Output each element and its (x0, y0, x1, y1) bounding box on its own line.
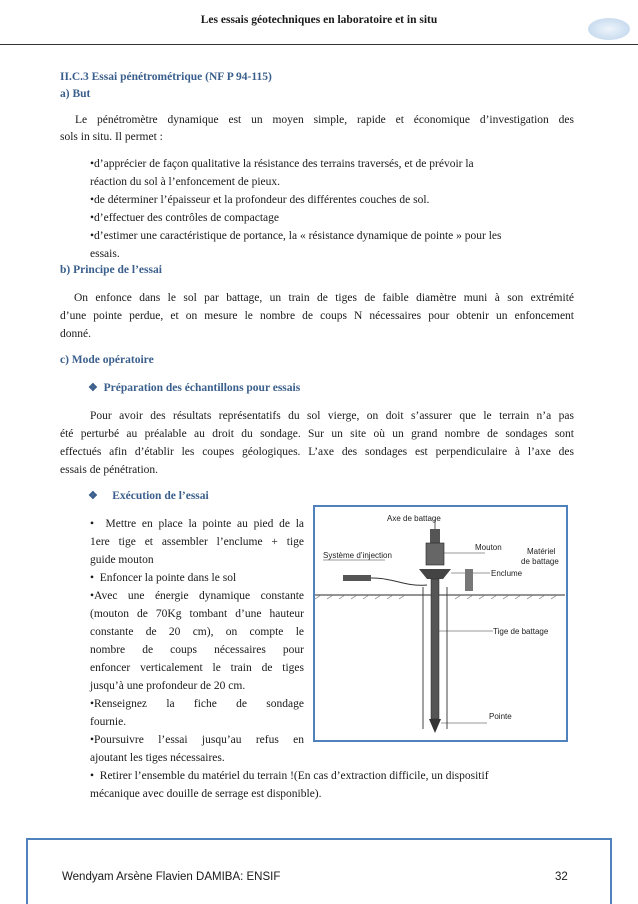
c1-paragraph-line4: essais de pénétration. (60, 464, 159, 476)
c2-bullet-2: • Enfoncer la pointe dans le sol (90, 572, 237, 584)
frame-post (465, 569, 473, 591)
c2-bullet-5-line1: Poursuivre l’essai jusqu’au refus en (94, 734, 304, 746)
c2-bullet-1-line2: 1ere tige et assembler l’enclume + tige (90, 536, 304, 548)
diamond-bullet-icon: ❖ (88, 490, 98, 502)
driving-rod (431, 579, 439, 719)
injection-hose (371, 578, 427, 585)
a-paragraph-line2: sols in situ. Il permet : (60, 131, 163, 143)
penetrometer-figure (313, 505, 568, 742)
c2-bullet-3-line6: jusqu’à une profondeur de 20 cm. (90, 680, 246, 692)
c2-bullet-1: • Mettre en place la pointe au pied de la (90, 518, 304, 530)
c2-bullet-4: •Renseignez la fiche de sondage (90, 698, 304, 710)
a-bullet-4-line2: essais. (90, 248, 120, 260)
cone-point (429, 719, 441, 733)
c2-heading (88, 488, 209, 506)
c2-title: Exécution de l’essai (112, 490, 209, 502)
hammer (426, 543, 444, 565)
subsection-c-title: c) Mode opératoire (60, 354, 154, 366)
c1-paragraph-line1: Pour avoir des résultats représentatifs du sol vierge, on doit s’assurer que le terrain n’a pas (90, 410, 574, 422)
b-paragraph-line3: donné. (60, 328, 91, 340)
footer-author: Wendyam Arsène Flavien DAMIBA: ENSIF (62, 871, 281, 883)
c2-bullet-1-line3: guide mouton (90, 554, 154, 566)
c2-bullet-3-line2: (mouton de 70Kg tombant d’une hauteur (90, 608, 304, 620)
penetrometer-diagram (315, 507, 565, 739)
a-bullet-4: •d’estimer une caractéristique de portance, la « résistance dynamique de pointe » pour les (90, 230, 502, 242)
label-materiel-1: Matériel (527, 547, 556, 556)
c1-heading (88, 380, 300, 398)
section-title: II.C.3 Essai pénétrométrique (NF P 94-115) (60, 71, 272, 83)
c2-bullet-6: • Retirer l’ensemble du matériel du terrain !(En cas d’extraction difficile, un dispositif (90, 770, 489, 782)
a-bullet-1-line2: réaction du sol à l’enfoncement de pieux. (90, 176, 280, 188)
c2-bullet-4-line1: Renseignez la fiche de sondage (94, 698, 304, 710)
label-axe: Axe de battage (387, 514, 441, 523)
header-divider (0, 44, 638, 45)
c2-bullet-6-line1: Retirer l’ensemble du matériel du terrain !(En cas d’extraction difficile, un dispositif (99, 770, 489, 782)
c2-bullet-1-line1: Mettre en place la pointe au pied de la (105, 518, 304, 530)
header-title: Les essais géotechniques en laboratoire et in situ (200, 14, 438, 26)
label-enclume: Enclume (491, 569, 523, 578)
label-materiel-2: de battage (521, 557, 559, 566)
c2-bullet-5-line2: ajoutant les tiges nécessaires. (90, 752, 225, 764)
c2-bullet-4-line2: fournie. (90, 716, 127, 728)
label-systeme: Système d’injection (323, 551, 392, 560)
a-bullet-2-text: de déterminer l’épaisseur et la profondeur des différentes couches de sol. (94, 194, 430, 206)
diamond-bullet-icon: ❖ (88, 382, 98, 394)
subsection-a-title: a) But (60, 88, 91, 100)
label-tige: Tige de battage (493, 627, 549, 636)
c2-bullet-3-line1: Avec une énergie dynamique constante (94, 590, 304, 602)
c2-bullet-6-line2: mécanique avec douille de serrage est disponible). (90, 788, 322, 800)
b-paragraph-line1: On enfonce dans le sol par battage, un train de tiges de faible diamètre muni à son extrémité (74, 292, 574, 304)
a-bullet-3: •d’effectuer des contrôles de compactage (90, 212, 280, 224)
a-bullet-4-line1: d’estimer une caractéristique de portance, la « résistance dynamique de pointe » pour les (94, 230, 502, 242)
c1-paragraph-line3: effectués afin d’établir les coupes géologiques. L’axe des sondages est perpendiculaire à l’axe des (60, 446, 574, 458)
a-bullet-1-line1: d’apprécier de façon qualitative la résistance des terrains traversés, et de prévoir la (94, 158, 474, 170)
header-logo (588, 18, 630, 40)
label-mouton: Mouton (475, 543, 502, 552)
a-paragraph-line1: Le pénétromètre dynamique est un moyen simple, rapide et économique d’investigation des (75, 114, 574, 126)
c2-bullet-2-text: Enfoncer la pointe dans le sol (99, 572, 237, 584)
b-paragraph-line2: d’une pointe perdue, et on mesure le nombre de coups N nécessaires pour obtenir un enfoncement (60, 310, 574, 322)
subsection-b-title: b) Principe de l’essai (60, 264, 162, 276)
label-pointe: Pointe (489, 712, 512, 721)
injection-pump (343, 575, 371, 581)
hammer-top (430, 529, 440, 543)
c2-bullet-3-line3: constante de 20 cm), on compte le (90, 626, 304, 638)
a-bullet-1: •d’apprécier de façon qualitative la résistance des terrains traversés, et de prévoir la (90, 158, 474, 170)
a-bullet-3-text: d’effectuer des contrôles de compactage (94, 212, 280, 224)
c1-paragraph-line2: été perturbé au préalable au droit du sondage. Sur un site où un grand nombre de sondages sont (60, 428, 574, 440)
c2-bullet-3-line4: nombre de coups nécessaires pour (90, 644, 304, 656)
c1-title: Préparation des échantillons pour essais (103, 382, 301, 394)
anvil (419, 569, 451, 579)
c2-bullet-3-line5: enfoncer verticalement le train de tiges (90, 662, 304, 674)
page-number: 32 (555, 871, 568, 883)
c2-bullet-5: •Poursuivre l’essai jusqu’au refus en (90, 734, 304, 746)
c2-bullet-3: •Avec une énergie dynamique constante (90, 590, 304, 602)
a-bullet-2: •de déterminer l’épaisseur et la profondeur des différentes couches de sol. (90, 194, 430, 206)
